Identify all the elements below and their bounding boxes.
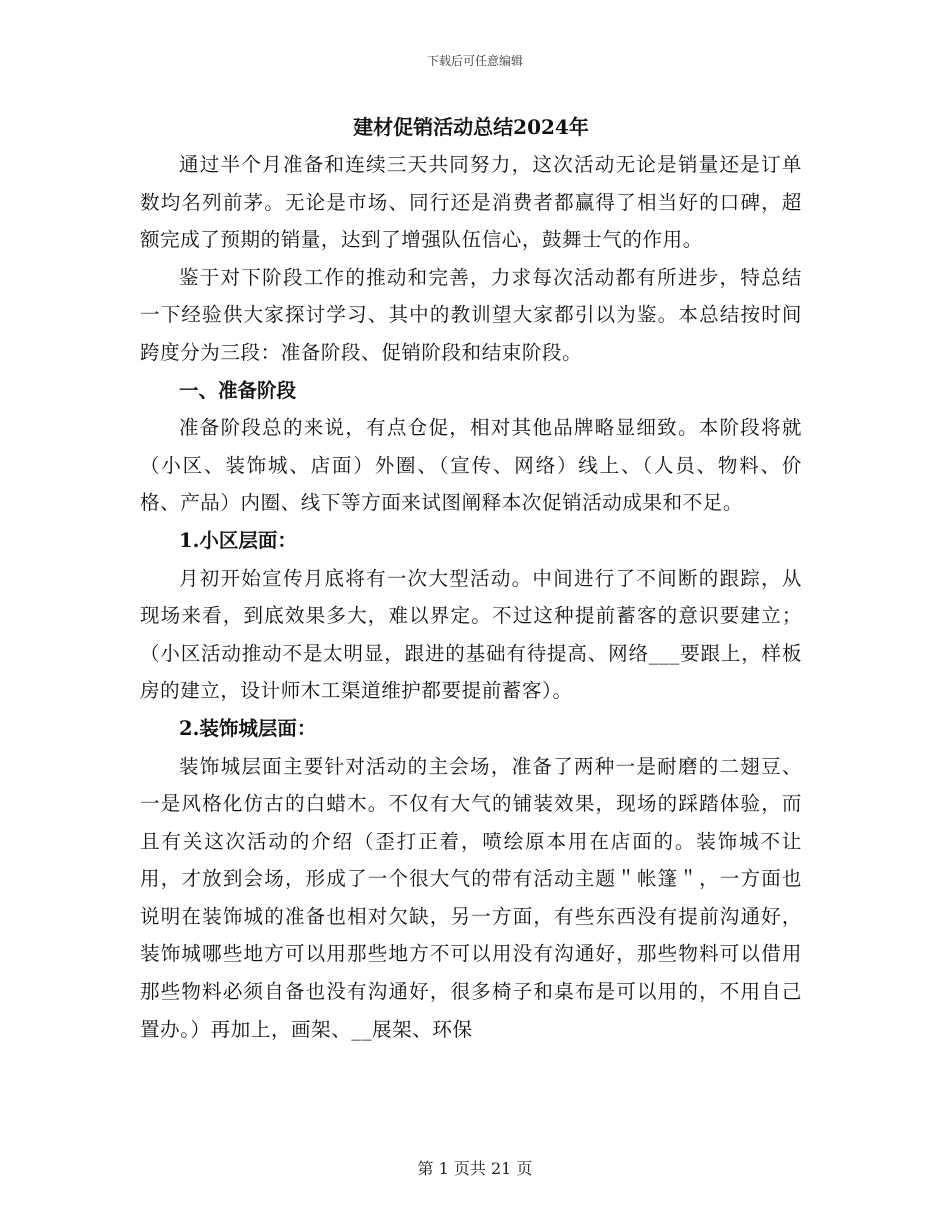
document-title: 建材促销活动总结2024年 (353, 115, 589, 139)
paragraph-decoration-city: 装饰城层面主要针对活动的主会场，准备了两种一是耐磨的二翅豆、一是风格化仿古的白蜡木。不仅有大气的铺装效果，现场的踩踏体验，而且有关这次活动的介绍（歪打正着，喷绘原本用在店面的。装饰城不让用，才放到会场，形成了一个很大气的带有活动主题＂帐篷＂，一方面也说明在装饰城的准备也相对欠缺，另一方面，有些东西没有提前沟通好，装饰城哪些地方可以用那些地方不可以用没有沟通好，那些物料可以借用那些物料必须自备也没有沟通好，很多椅子和桌布是可以用的，不用自己置办。）再加上，画架、__展架、环保 (140, 754, 802, 1041)
paragraph-purpose: 鉴于对下阶段工作的推动和完善，力求每次活动都有所进步，特总结一下经验供大家探讨学习、其中的教训望大家都引以为鉴。本总结按时间跨度分为三段：准备阶段、促销阶段和结束阶段。 (140, 265, 802, 364)
document-body (140, 112, 802, 1048)
paragraph-community: 月初开始宣传月底将有一次大型活动。中间进行了不间断的跟踪，从现场来看，到底效果多大，难以界定。不过这种提前蓄客的意识要建立；（小区活动推动不是太明显，跟进的基础有待提高、网络___要跟上，样板房的建立，设计师木工渠道维护都要提前蓄客）。 (140, 566, 802, 703)
page-footer: 第 1 页共 21 页 (417, 1159, 533, 1178)
page-header: 下载后可任意编辑 (426, 54, 523, 68)
subheading-decoration-city: 2.装饰城层面： (179, 716, 317, 740)
paragraph-intro: 通过半个月准备和连续三天共同努力，这次活动无论是销量还是订单数均名列前茅。无论是市场、同行还是消费者都赢得了相当好的口碑，超额完成了预期的销量，达到了增强队伍信心，鼓舞士气的作用。 (140, 153, 802, 252)
paragraph-preparation: 准备阶段总的来说，有点仓促，相对其他品牌略显细致。本阶段将就（小区、装饰城、店面）外圈、（宣传、网络）线上、（人员、物料、价格、产品）内圈、线下等方面来试图阐释本次促销活动成果和不足。 (140, 416, 802, 515)
subheading-community: 1.小区层面： (179, 528, 297, 552)
section-heading-preparation: 一、准备阶段 (179, 378, 297, 402)
